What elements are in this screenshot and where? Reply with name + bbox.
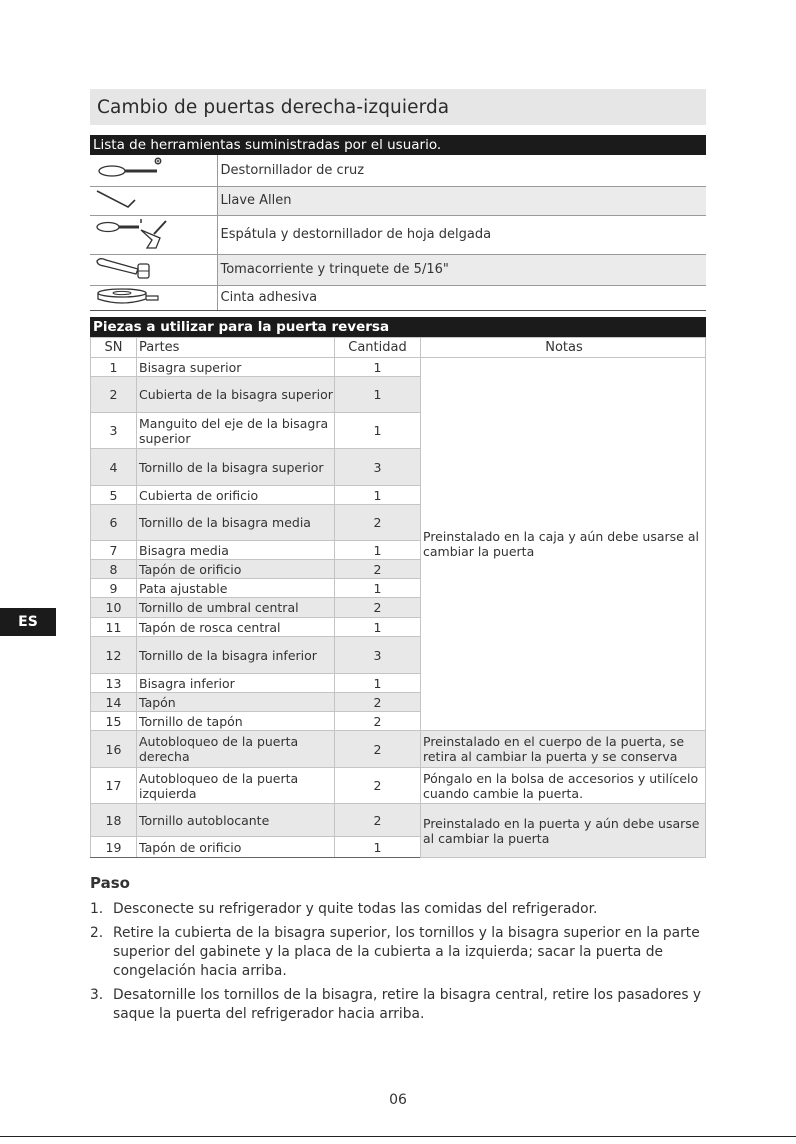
row-sn: 19 [91, 837, 137, 858]
row-qty: 2 [335, 768, 421, 804]
parts-table [90, 337, 706, 858]
row-qty: 1 [335, 674, 421, 693]
row-part: Manguito del eje de la bisagra superior [137, 413, 335, 449]
row-qty: 3 [335, 449, 421, 486]
step-text: Desatornille los tornillos de la bisagra, retire la bisagra central, retire los pasadores y saque la puerta del refrigerador hacia arriba. [113, 987, 702, 1022]
row-sn: 16 [91, 731, 137, 768]
putty-knife-and-flat-screwdriver-icon [90, 215, 217, 254]
row-qty: 2 [335, 598, 421, 618]
adhesive-tape-icon [90, 285, 217, 310]
row-qty: 2 [335, 731, 421, 768]
row-qty: 2 [335, 560, 421, 579]
row-sn: 14 [91, 693, 137, 712]
table-row [91, 358, 706, 377]
row-sn: 13 [91, 674, 137, 693]
row-qty: 1 [335, 486, 421, 505]
row-sn: 4 [91, 449, 137, 486]
row-qty: 1 [335, 377, 421, 413]
step-number: 3. [90, 987, 104, 1003]
tool-row [90, 155, 706, 186]
steps-heading: Paso [90, 874, 130, 892]
column-header-sn: SN [91, 338, 137, 358]
allen-key-icon [90, 186, 217, 215]
row-notes: Preinstalado en la puerta y aún debe usarse al cambiar la puerta [421, 804, 706, 858]
row-part: Tornillo de la bisagra inferior [137, 637, 335, 674]
row-part: Tapón de orificio [137, 837, 335, 858]
tool-name: Llave Allen [217, 186, 706, 215]
step-number: 1. [90, 901, 104, 917]
row-qty: 2 [335, 693, 421, 712]
tool-row [90, 254, 706, 285]
row-sn: 6 [91, 505, 137, 541]
row-sn: 11 [91, 618, 137, 637]
row-notes: Preinstalado en el cuerpo de la puerta, se retira al cambiar la puerta y se conserva [421, 731, 706, 768]
row-part: Tapón de rosca central [137, 618, 335, 637]
phillips-screwdriver-icon [90, 155, 217, 186]
column-header-parts: Partes [137, 338, 335, 358]
step-text: Desconecte su refrigerador y quite todas las comidas del refrigerador. [113, 901, 598, 917]
row-part: Tornillo de la bisagra media [137, 505, 335, 541]
tool-name: Cinta adhesiva [217, 285, 706, 310]
row-sn: 9 [91, 579, 137, 598]
bottom-divider [0, 1136, 796, 1137]
row-part: Autobloqueo de la puerta izquierda [137, 768, 335, 804]
row-part: Autobloqueo de la puerta derecha [137, 731, 335, 768]
tools-section-heading: Lista de herramientas suministradas por el usuario. [90, 135, 706, 155]
page-title: Cambio de puertas derecha-izquierda [97, 96, 450, 118]
row-qty: 2 [335, 804, 421, 837]
row-sn: 2 [91, 377, 137, 413]
row-qty: 2 [335, 712, 421, 731]
row-sn: 10 [91, 598, 137, 618]
row-part: Tapón [137, 693, 335, 712]
row-part: Tornillo de umbral central [137, 598, 335, 618]
row-sn: 1 [91, 358, 137, 377]
page-title-bar [90, 89, 706, 125]
table-row [91, 768, 706, 804]
row-qty: 1 [335, 837, 421, 858]
row-qty: 2 [335, 505, 421, 541]
column-header-quantity: Cantidad [335, 338, 421, 358]
row-sn: 15 [91, 712, 137, 731]
row-sn: 8 [91, 560, 137, 579]
row-part: Bisagra superior [137, 358, 335, 377]
step-text: Retire la cubierta de la bisagra superior, los tornillos y la bisagra superior en la parte superior del gabinete y la placa de la cubierta a la izquierda; sacar la puerta de congelación hacia arriba. [113, 925, 700, 979]
row-qty: 1 [335, 541, 421, 560]
tool-row [90, 186, 706, 215]
row-qty: 1 [335, 579, 421, 598]
row-qty: 1 [335, 413, 421, 449]
row-part: Bisagra inferior [137, 674, 335, 693]
language-tab: ES [0, 608, 56, 636]
socket-wrench-icon [90, 254, 217, 285]
page-number: 06 [389, 1092, 407, 1108]
row-part: Tornillo autoblocante [137, 804, 335, 837]
tool-row [90, 215, 706, 254]
row-part: Cubierta de orificio [137, 486, 335, 505]
step-item [90, 986, 706, 1024]
row-qty: 3 [335, 637, 421, 674]
table-row [91, 804, 706, 837]
row-sn: 7 [91, 541, 137, 560]
table-row [91, 731, 706, 768]
row-notes: Preinstalado en la caja y aún debe usarse al cambiar la puerta [421, 358, 706, 731]
steps-list [90, 900, 706, 1029]
row-part: Tornillo de tapón [137, 712, 335, 731]
tool-name: Espátula y destornillador de hoja delgada [217, 215, 706, 254]
tools-table [90, 155, 706, 311]
row-part: Pata ajustable [137, 579, 335, 598]
row-part: Bisagra media [137, 541, 335, 560]
row-sn: 5 [91, 486, 137, 505]
row-sn: 17 [91, 768, 137, 804]
row-qty: 1 [335, 358, 421, 377]
step-number: 2. [90, 925, 104, 941]
column-header-notes: Notas [421, 338, 706, 358]
row-part: Tapón de orificio [137, 560, 335, 579]
parts-header-row [91, 338, 706, 358]
parts-section-heading: Piezas a utilizar para la puerta reversa [90, 317, 706, 337]
row-sn: 18 [91, 804, 137, 837]
row-sn: 12 [91, 637, 137, 674]
tool-name: Destornillador de cruz [217, 155, 706, 186]
step-item [90, 900, 706, 919]
row-notes: Póngalo en la bolsa de accesorios y utilícelo cuando cambie la puerta. [421, 768, 706, 804]
row-qty: 1 [335, 618, 421, 637]
row-part: Tornillo de la bisagra superior [137, 449, 335, 486]
step-item [90, 924, 706, 981]
row-part: Cubierta de la bisagra superior [137, 377, 335, 413]
tool-name: Tomacorriente y trinquete de 5/16" [217, 254, 706, 285]
tool-row [90, 285, 706, 310]
row-sn: 3 [91, 413, 137, 449]
